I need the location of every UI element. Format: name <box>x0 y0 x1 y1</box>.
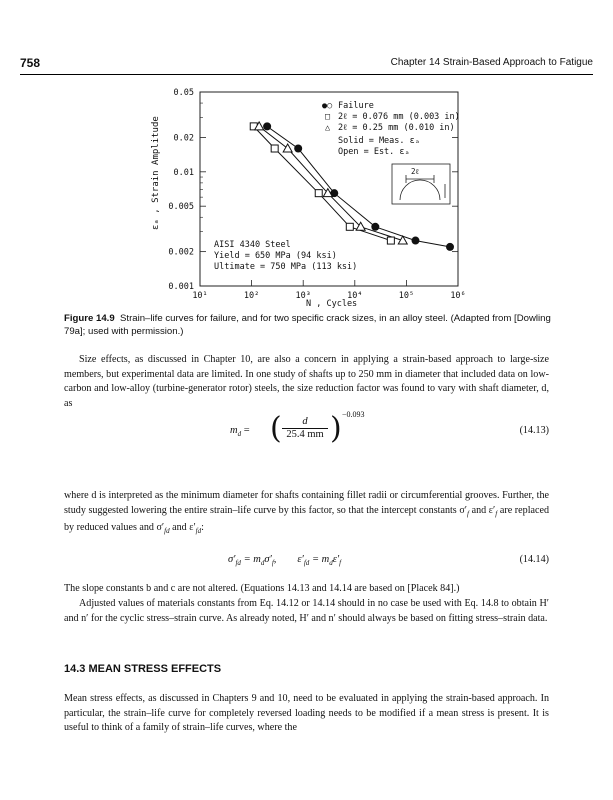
x-tick-label: 10⁵ <box>398 291 415 301</box>
paragraph-mean-stress: Mean stress effects, as discussed in Chapters 9 and 10, need to be evaluated in applying the strain-based approach. In particular, the strain–life curve for completely reversed loading needs to be modified if a mean stress is present. It is useful to think of a family of strain–life curves, where the <box>64 693 549 734</box>
failure-point <box>446 243 454 251</box>
figure-caption <box>64 312 564 338</box>
material-yield: Yield = 650 MPa (94 ksi) <box>214 251 337 261</box>
paragraph-adjusted-values: Adjusted values of materials constants from Eq. 14.12 or 14.14 should in no case be used with Eq. 14.8 to obtain H′ and n′ for the cyclic stress–strain curve. As already noted, H′ and n′ should always be based on fitting stress–strain data. <box>64 598 549 624</box>
page-number: 758 <box>20 56 41 70</box>
legend-failure: Failure <box>338 101 374 111</box>
legend-crack-small: 2ℓ = 0.076 mm (0.003 in) <box>338 112 460 122</box>
failure-point <box>371 223 379 231</box>
legend-solid-note: Solid = Meas. εₐ <box>338 136 420 146</box>
legend-open-note: Open = Est. εₐ <box>338 147 410 157</box>
header-rule <box>20 74 593 75</box>
legend-failure-symbols: ●○ <box>322 101 333 111</box>
eq1-denominator: 25.4 mm <box>286 429 324 440</box>
failure-point <box>411 237 419 245</box>
caption-label: Figure 14.9 <box>64 313 115 324</box>
strain-life-figure <box>0 80 613 310</box>
equation-14-14: $\sigma'_{fd} = m_d\sigma'_f$, $\varepsilon'_{fd} = m_d\varepsilon'_f$ (14.14) <box>228 554 549 568</box>
crack-small-point <box>387 237 394 244</box>
x-tick-label: 10¹ <box>192 291 208 301</box>
y-tick-label: 0.02 <box>173 133 194 144</box>
crack-small-point <box>315 190 322 197</box>
y-tick-label: 0.001 <box>168 282 194 292</box>
x-tick-label: 10⁶ <box>450 291 466 301</box>
paragraph-size-effects: Size effects, as discussed in Chapter 10, are also a concern in applying a strain-based approach to large-size members, but experimental data are limited. In one study of shafts up to 250 mm in diameter that included data on low-carbon and low-alloy (turbine-generator rotor) steels, the size reduction factor was found to vary with shaft diameter, d, as <box>64 354 549 409</box>
eq2-number: (14.14) <box>519 554 549 565</box>
crack-large-point <box>283 144 292 152</box>
legend-crack-large: 2ℓ = 0.25 mm (0.010 in) <box>338 123 455 133</box>
section-heading: 14.3 MEAN STRESS EFFECTS <box>64 663 222 675</box>
paragraph-slope-constants: The slope constants b and c are not altered. (Equations 14.13 and 14.14 are based on [Placek 84].) <box>64 583 460 594</box>
running-header <box>20 56 593 70</box>
eq1-lhs-sub: d <box>237 430 242 439</box>
failure-point <box>294 145 302 153</box>
caption-text: Strain–life curves for failure, and for two specific crack sizes, in an alloy steel. (Adapted from [Dowling 79a]; used with permission.) <box>64 313 551 337</box>
eq1-lhs: m <box>230 425 238 436</box>
eq1-number: (14.13) <box>519 425 549 436</box>
chapter-title: Chapter 14 Strain-Based Approach to Fatigue <box>390 57 593 68</box>
x-tick-label: 10⁴ <box>347 291 363 301</box>
y-tick-label: 0.01 <box>173 167 194 178</box>
y-axis-label: εₐ , Strain Amplitude <box>151 116 161 230</box>
legend-triangle-symbol: △ <box>325 123 331 133</box>
inset-label: 2ℓ <box>411 167 420 176</box>
x-tick-label: 10² <box>243 291 260 301</box>
crack-inset <box>392 164 450 204</box>
failure-point <box>263 122 271 130</box>
legend <box>322 101 460 157</box>
legend-square-symbol: □ <box>325 112 331 122</box>
crack-small-point <box>271 145 278 152</box>
x-axis-label: N , Cycles <box>306 299 358 309</box>
crack-small-point <box>346 223 353 230</box>
y-tick-label: 0.05 <box>173 88 194 98</box>
y-tick-label: 0.005 <box>168 202 194 213</box>
x-tick-label: 10³ <box>295 291 311 301</box>
y-tick-label: 0.002 <box>168 247 194 258</box>
eq1-exponent: −0.093 <box>342 410 365 419</box>
x-axis-ticks <box>192 280 465 301</box>
eq1-numerator: d <box>302 416 308 427</box>
material-name: AISI 4340 Steel <box>214 240 291 250</box>
equation-14-13: $m_d$ = ( d 25.4 mm ) −0.093 (14.13) <box>230 410 549 446</box>
material-ultimate: Ultimate = 750 MPa (113 ksi) <box>214 262 358 272</box>
paragraph-size-factor: where d is interpreted as the minimum diameter for shafts containing fillet radii or circumferential grooves. Further, the study suggested lowering the entire strain–life curve by this factor, so that the intercept constants $\sigma'_f$ and $\varepsilon'_f$ are replaced by reduced values and $\sigma'_{fd}$ and $\varepsilon'_{fd}$: <box>64 490 549 536</box>
